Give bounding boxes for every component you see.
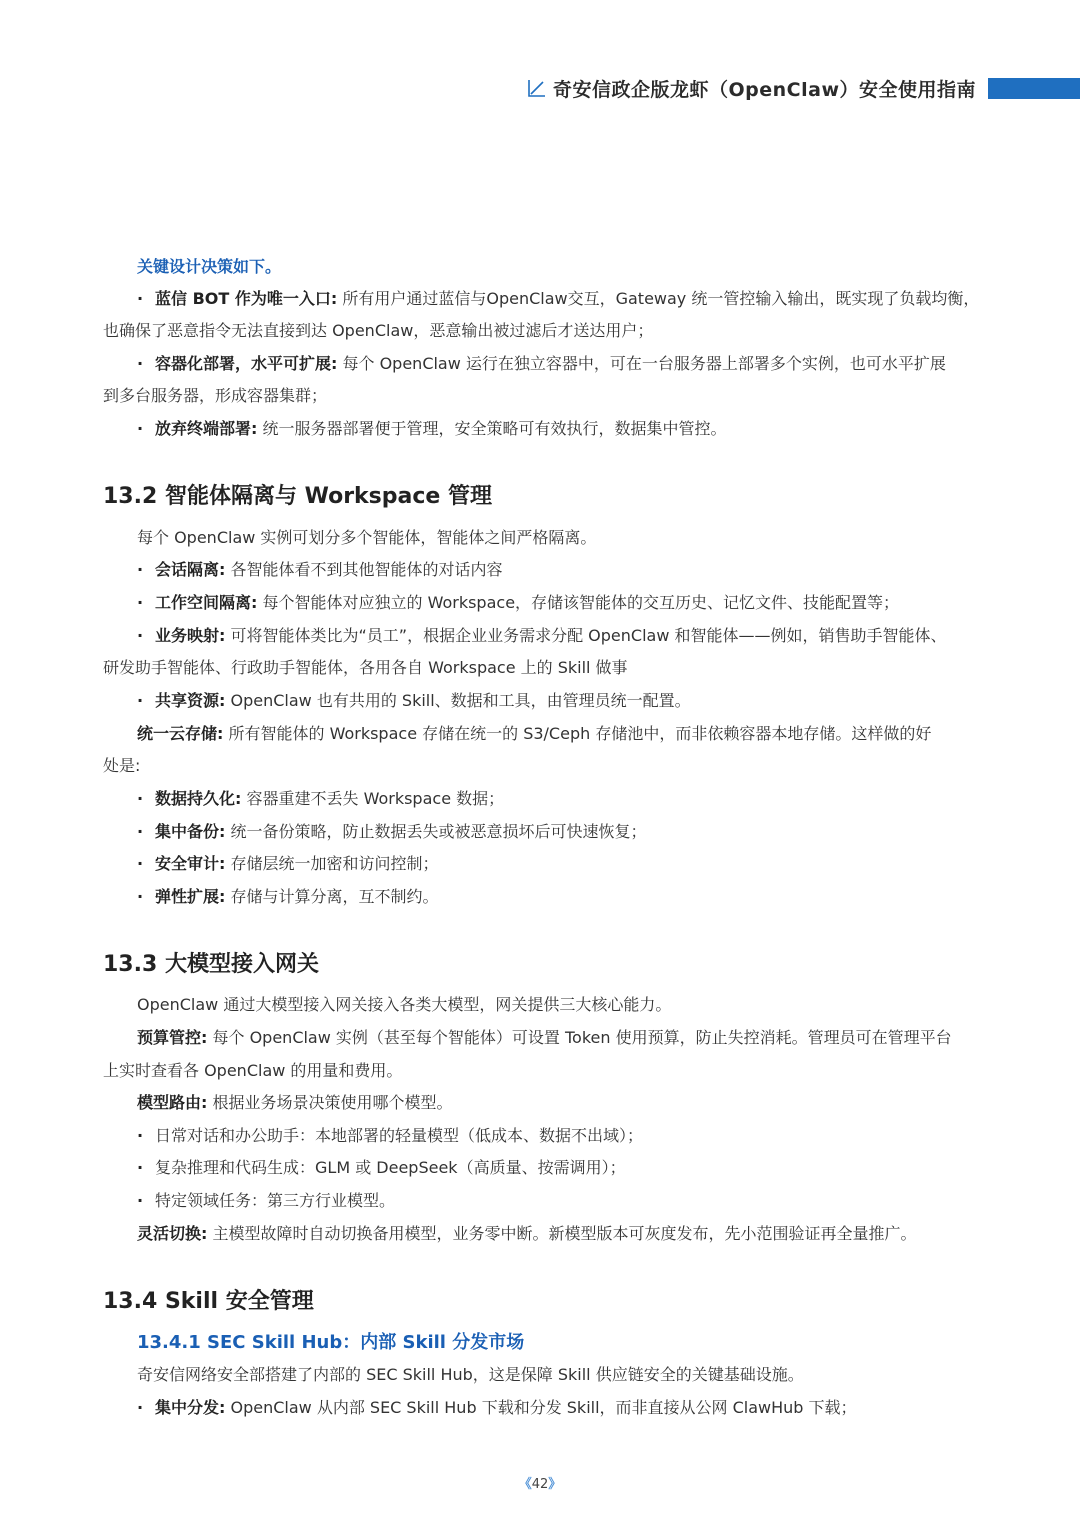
list-item: · 会话隔离: 各智能体看不到其他智能体的对话内容 [137, 560, 503, 579]
list-item: · 集中分发: OpenClaw 从内部 SEC Skill Hub 下载和分发 Skill，而非直接从公网 ClawHub 下载； [137, 1398, 857, 1417]
page-left-chevron-icon: 《 [518, 1477, 532, 1492]
paragraph: 每个 OpenClaw 实例可划分多个智能体，智能体之间严格隔离。 [137, 528, 597, 547]
paragraph: 灵活切换: 主模型故障时自动切换备用模型，业务零中断。新模型版本可灰度发布，先小范围验证再全量推广。 [137, 1224, 917, 1243]
list-item: · 放弃终端部署: 统一服务器部署便于管理，安全策略可有效执行，数据集中管控。 [137, 419, 727, 438]
section-title-13-2: 13.2 智能体隔离与 Workspace 管理 [103, 484, 492, 509]
page-right-chevron-icon: 》 [548, 1477, 562, 1492]
list-item-cont: 到多台服务器，形成容器集群； [103, 386, 328, 405]
list-item: · 弹性扩展: 存储与计算分离，互不制约。 [137, 887, 439, 906]
paragraph-cont: 处是: [103, 756, 141, 775]
paragraph: OpenClaw 通过大模型接入网关接入各类大模型，网关提供三大核心能力。 [137, 995, 672, 1014]
page-number: 《42》 [518, 1477, 562, 1492]
paragraph: 模型路由: 根据业务场景决策使用哪个模型。 [137, 1093, 453, 1112]
list-item-cont: 也确保了恶意指令无法直接到达 OpenClaw，恶意输出被过滤后才送达用户； [103, 321, 654, 340]
header-title: 奇安信政企版龙虾（OpenClaw）安全使用指南 [553, 78, 976, 101]
list-item: · 安全审计: 存储层统一加密和访问控制； [137, 854, 439, 873]
list-item: · 数据持久化: 容器重建不丢失 Workspace 数据； [137, 789, 505, 808]
subsection-title-13-4-1: 13.4.1 SEC Skill Hub：内部 Skill 分发市场 [137, 1332, 525, 1353]
list-item: · 容器化部署，水平可扩展: 每个 OpenClaw 运行在独立容器中，可在一台服务器上部署多个实例，也可水平扩展 [137, 354, 946, 373]
list-item: · 复杂推理和代码生成：GLM 或 DeepSeek（高质量、按需调用）； [137, 1158, 626, 1177]
list-item: · 业务映射: 可将智能体类比为“员工”，根据企业业务需求分配 OpenClaw 和智能体——例如，销售助手智能体、 [137, 626, 947, 645]
section-title-13-3: 13.3 大模型接入网关 [103, 952, 319, 977]
paragraph: 奇安信网络安全部搭建了内部的 SEC Skill Hub，这是保障 Skill 供应链安全的关键基础设施。 [137, 1365, 804, 1384]
paragraph: 预算管控: 每个 OpenClaw 实例（甚至每个智能体）可设置 Token 使用预算，防止失控消耗。管理员可在管理平台 [137, 1028, 952, 1047]
list-item: · 日常对话和办公助手：本地部署的轻量模型（低成本、数据不出域）； [137, 1126, 644, 1145]
list-item: · 特定领域任务：第三方行业模型。 [137, 1191, 396, 1210]
section-title-13-4: 13.4 Skill 安全管理 [103, 1289, 314, 1314]
paragraph-cont: 上实时查看各 OpenClaw 的用量和费用。 [103, 1061, 403, 1080]
paragraph: 统一云存储: 所有智能体的 Workspace 存储在统一的 S3/Ceph 存储池中，而非依赖容器本地存储。这样做的好 [137, 724, 932, 743]
intro-heading: 关键设计决策如下。 [137, 257, 282, 276]
list-item: · 集中备份: 统一备份策略，防止数据丢失或被恶意损坏后可快速恢复； [137, 822, 647, 841]
list-item-cont: 研发助手智能体、行政助手智能体，各用各自 Workspace 上的 Skill 做事 [103, 658, 628, 677]
list-item: · 蓝信 BOT 作为唯一入口: 所有用户通过蓝信与OpenClaw交互，Gateway 统一管控输入输出，既实现了负载均衡， [137, 289, 980, 308]
list-item: · 工作空间隔离: 每个智能体对应独立的 Workspace，存储该智能体的交互历史、记忆文件、技能配置等； [137, 593, 900, 612]
list-item: · 共享资源: OpenClaw 也有共用的 Skill、数据和工具，由管理员统一配置。 [137, 691, 691, 710]
